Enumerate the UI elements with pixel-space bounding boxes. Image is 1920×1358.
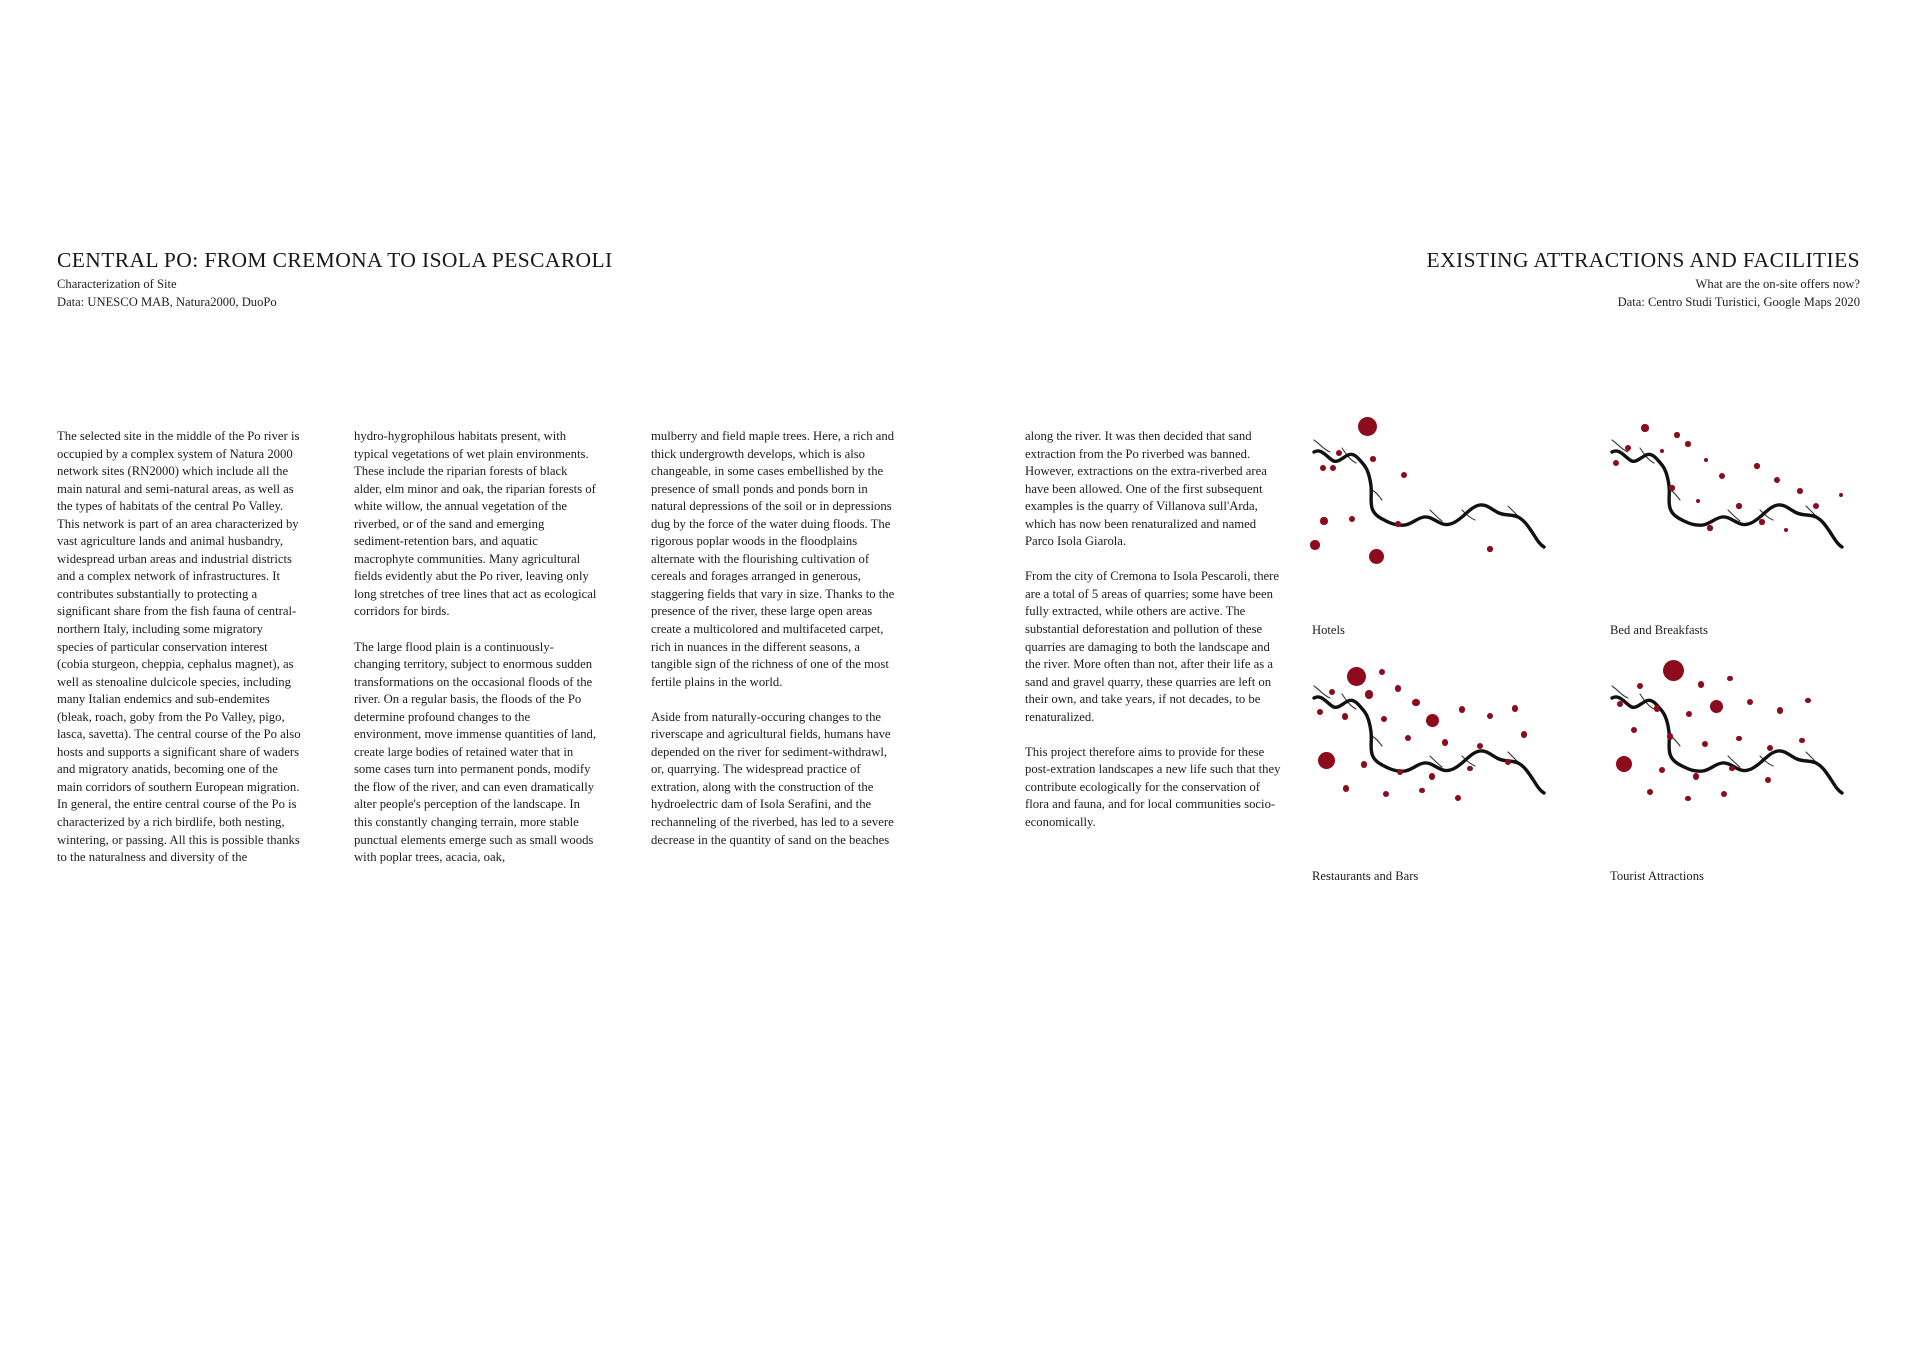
paragraph: From the city of Cremona to Isola Pescaroli, there are a total of 5 areas of quarries; some have been fully extracted, while others are active. The substantial deforestation and pollution of these quarries are damaging to both the landscape and the river. More often than not, after their life as a sand and gravel quarry, these quarries are left on their own, and take years, if not decades, to be renaturalized. (1025, 569, 1280, 724)
map-figure (1312, 418, 1574, 624)
location-dot (1759, 519, 1764, 524)
header-right (1427, 248, 1860, 312)
map-cell-bed-and-breakfasts (1610, 418, 1872, 638)
map-row-bottom (1312, 664, 1872, 884)
paragraph: This project therefore aims to provide for these post-extration landscapes a new life such that they contribute ecologically for the conservation of flora and fauna, and for local communities socio-economically. (1025, 744, 1281, 829)
map-cell-hotels (1312, 418, 1574, 638)
page-source-right: Data: Centro Studi Turistici, Google Maps 2020 (1617, 295, 1860, 310)
location-dot (1685, 796, 1691, 802)
location-dot (1395, 521, 1401, 527)
location-dot (1310, 540, 1319, 549)
map-row-top (1312, 418, 1872, 638)
text-column-2 (354, 428, 597, 867)
location-dot (1797, 488, 1803, 494)
page-subtitle-left: Characterization of Site (57, 277, 177, 292)
location-dot (1774, 477, 1780, 483)
location-dot (1754, 463, 1759, 468)
paragraph: mulberry and field maple trees. Here, a rich and thick undergrowth develops, which is also changeable, in some cases embellished by the presence of small ponds and ponds born in natural depressions of the soil or in depressions dug by the force of the water duing floods. The rigorous poplar woods in the floodplains alternate with the flourishing cultivation of cereals and forages arranged in generous, staggering fields that vary in size. Thanks to the presence of the river, these large open areas create a multicolored and multifaceted carpet, rich in nuances in the different seasons, a tangible sign of the richness of one of the most fertile plains in the world. (651, 429, 895, 689)
location-dot (1799, 738, 1805, 744)
map-figure (1312, 664, 1574, 870)
location-dot (1320, 517, 1327, 524)
po-river-path (1314, 451, 1544, 547)
location-dot (1370, 456, 1376, 462)
location-dot (1669, 485, 1674, 490)
po-river-path (1612, 697, 1842, 793)
location-dot (1467, 766, 1473, 772)
location-dot (1710, 700, 1723, 713)
location-dot (1361, 761, 1367, 767)
map-caption: Hotels (1312, 623, 1345, 637)
location-dot (1395, 685, 1401, 691)
page-title-left: CENTRAL PO: FROM CREMONA TO ISOLA PESCAROLI (57, 248, 613, 272)
paragraph: The large flood plain is a continuously-changing territory, subject to enormous sudden transformations on the occasional floods of the river. On a regular basis, the floods of the Po determine profound changes to the environment, move immense quantities of land, create large bodies of retained water that in some cases turn into permanent ponds, modify the flow of the river, and can even dramatically alter people's perception of the landscape. In this constantly changing terrain, more stable punctual elements emerge such as small woods with poplar trees, acacia, oak, (354, 639, 597, 865)
text-column-3 (651, 428, 901, 849)
map-cell-restaurants-and-bars (1312, 664, 1574, 884)
location-dot (1736, 503, 1741, 508)
tributary-path (1670, 490, 1680, 500)
location-dot (1358, 417, 1377, 436)
location-dot (1736, 736, 1742, 742)
location-dot (1419, 788, 1425, 794)
text-column-4 (1025, 428, 1283, 831)
location-dot (1512, 705, 1518, 711)
location-dot (1663, 660, 1684, 681)
location-dot (1365, 690, 1374, 699)
location-dot (1459, 706, 1466, 713)
location-dot (1685, 441, 1690, 446)
map-caption: Tourist Attractions (1610, 869, 1704, 884)
location-dot (1727, 676, 1732, 681)
map-figure (1610, 664, 1872, 870)
location-dot (1805, 698, 1811, 704)
location-dot (1343, 785, 1349, 791)
page-source-left: Data: UNESCO MAB, Natura2000, DuoPo (57, 295, 277, 310)
page-title-right: EXISTING ATTRACTIONS AND FACILITIES (1426, 248, 1860, 272)
location-dot (1707, 525, 1712, 530)
tributary-path (1372, 736, 1382, 746)
paragraph: hydro-hygrophilous habitats present, with typical vegetations of wet plain environments. These include the riparian forests of black alder, elm minor and oak, the riparian forests of white willow, the annual vegetation of the riverbed, or of the sand and emerging sediment-retention bars, and aquatic macrophyte communities. Many agricultural fields evidently abut the Po river, leaving only long stretches of tree lines that act as ecological corridors for birds. (354, 429, 597, 619)
location-dot (1320, 465, 1326, 471)
map-caption: Restaurants and Bars (1312, 869, 1419, 884)
location-dot (1318, 752, 1335, 769)
location-dot (1625, 445, 1631, 451)
location-dot (1442, 739, 1448, 745)
location-dot (1729, 766, 1735, 772)
paragraph: The selected site in the middle of the Po river is occupied by a complex system of Natura 2000 network sites (RN2000) which include all the main natural and semi-natural areas, as well as the types of habitats of the central Po Valley. This network is part of an area characterized by vast agriculture lands and animal husbandry, widespread urban areas and industrial districts and a complex network of infrastructures. It contributes substantially to protecting a significant share from the fish fauna of central-northern Italy, including some migratory species of particular conservation interest (cobia sturgeon, cheppia, cephalus magnet), as well as stenoaline dulcicole species, including many Italian endemics and sub-endemites (bleak, roach, goby from the Po Valley, pigo, lasca, savetta). The central course of the Po also hosts and supports a significant share of waders and migratory anatids, becoming one of the main corridors of southern European migration. In general, the entire central course of the Po is characterized by a rich birdlife, both nesting, wintering, or passing. All this is possible thanks to the naturalness and diversity of the (57, 429, 301, 865)
header-left (57, 248, 613, 312)
tributary-path (1372, 490, 1382, 500)
map-cell-tourist-attractions (1610, 664, 1872, 884)
location-dot (1698, 681, 1704, 687)
location-dot (1342, 713, 1349, 720)
location-dot (1777, 707, 1783, 713)
paragraph: along the river. It was then decided that sand extraction from the Po riverbed was banned. However, extractions on the extra-riverbed area have been allowed. One of the first subsequent examples is the quarry of Villanova sull'Arda, which has now been renaturalized and named Parco Isola Giarola. (1025, 429, 1267, 549)
location-dot (1330, 465, 1336, 471)
location-dot (1521, 731, 1528, 738)
paragraph: Aside from naturally-occuring changes to the riverscape and agricultural fields, humans have depended on the river for sediment-withdrawl, or, quarrying. The widespread practice of extration, along with the construction of the hydroelectric dam of Isola Serafini, and the rechanneling of the riverbed, has led to a severe decrease in the quantity of sand on the beaches (651, 709, 894, 847)
location-dot (1654, 705, 1660, 711)
location-dot (1693, 773, 1699, 779)
location-dot (1369, 549, 1384, 564)
text-column-1 (57, 428, 301, 867)
location-dot (1429, 773, 1435, 779)
river-map-svg (1610, 664, 1872, 870)
location-dot (1641, 424, 1648, 431)
river-map-svg (1610, 418, 1872, 624)
location-dot (1487, 546, 1492, 551)
location-dot (1412, 699, 1419, 706)
river-map-svg (1312, 664, 1574, 870)
location-dot (1813, 503, 1819, 509)
location-dot (1426, 714, 1439, 727)
location-dot (1674, 432, 1679, 437)
map-grid (1312, 418, 1872, 885)
map-figure (1610, 418, 1872, 624)
po-river-path (1612, 451, 1842, 547)
page-subtitle-right: What are the on-site offers now? (1695, 277, 1860, 292)
location-dot (1347, 667, 1366, 686)
map-caption: Bed and Breakfasts (1610, 623, 1708, 637)
location-dot (1667, 733, 1673, 739)
